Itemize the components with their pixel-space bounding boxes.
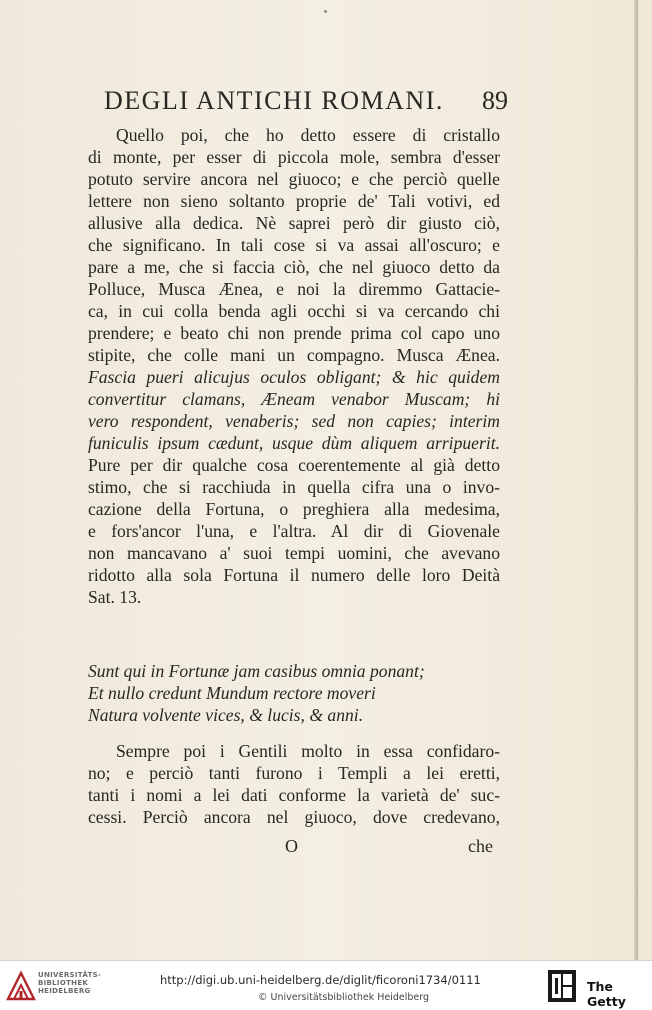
getty-logo-icon[interactable]	[548, 970, 576, 1002]
text-line: Sat. 13.	[88, 587, 142, 607]
verse-quotation	[88, 660, 488, 726]
running-title: DEGLI ANTICHI ROMANI.	[104, 86, 444, 115]
text-line: Quello poi, che ho detto essere di cristallo	[116, 125, 500, 145]
text-line: stipite, che colle mani un compagno. Musca Ænea.	[88, 345, 500, 365]
verse-line: Et nullo credunt Mundum rectore moveri	[88, 683, 376, 703]
text-line: Pure per dir qualche cosa coerentemente al già detto	[88, 455, 500, 475]
text-line: ridotto alla sola Fortuna il numero delle loro Deità	[88, 565, 500, 585]
paper-fleck	[324, 10, 327, 13]
page-binding-edge	[634, 0, 638, 960]
text-line: lettere non sieno soltanto proprie de' Tali votivi, ed	[88, 191, 500, 211]
paragraph-2	[88, 740, 500, 828]
text-line: cessi. Perciò ancora nel giuoco, dove credevano,	[88, 807, 500, 827]
running-header	[104, 86, 508, 122]
text-line: non mancavano a' suoi tempi uomini, che avevano	[88, 543, 500, 563]
text-line: no; e perciò tanti furono i Templi a lei eretti,	[88, 763, 500, 783]
text-line: pare a me, che si faccia ciò, che nel giuoco detto da	[88, 257, 500, 277]
catchword: che	[468, 836, 493, 856]
text-line: tanti i nomi a lei dati conforme la varietà de' suc-	[88, 785, 500, 805]
latin-line: vero respondent, venaberis; sed non capies; interim	[88, 411, 500, 431]
latin-line: funiculis ipsum cædunt, usque dùm aliquem arripuerit.	[88, 433, 500, 453]
text-line: Polluce, Musca Ænea, e noi la diremmo Gattacie-	[88, 279, 500, 299]
university-library-logo-icon[interactable]	[6, 969, 36, 1003]
text-line: che significano. In tali cose si va assai all'oscuro; e	[88, 235, 500, 255]
verse-line: Natura volvente vices, & lucis, & anni.	[88, 705, 364, 725]
verse-line: Sunt qui in Fortunæ jam casibus omnia ponant;	[88, 661, 425, 681]
institution-name: UNIVERSITÄTS- BIBLIOTHEK HEIDELBERG	[38, 971, 102, 995]
text-line: potuto servire ancora nel giuoco; e che perciò quelle	[88, 169, 500, 189]
text-line: di monte, per esser di piccola mole, sembra d'esser	[88, 147, 500, 167]
getty-label[interactable]: The Getty	[587, 979, 626, 1009]
copyright-notice: © Universitätsbibliothek Heidelberg	[258, 992, 430, 1003]
signature-mark: O	[285, 836, 298, 856]
text-line: ca, in cui colla benda agli occhi si va cercando chi	[88, 301, 500, 321]
latin-line: convertitur clamans, Æneam venabor Muscam; hi	[88, 389, 500, 409]
permalink-url[interactable]: http://digi.ub.uni-heidelberg.de/diglit/ficoroni1734/0111	[160, 973, 481, 987]
text-line: prendere; e beato chi non prende prima col capo uno	[88, 323, 500, 343]
paragraph-1	[88, 124, 500, 608]
latin-line: Fascia pueri alicujus oculos obligant; & hic quidem	[88, 367, 500, 387]
text-line: e fors'ancor l'una, e l'altra. Al dir di Giovenale	[88, 521, 500, 541]
viewer-footer	[0, 960, 652, 1010]
text-line: stimo, che si racchiuda in quella cifra una o invo-	[88, 477, 500, 497]
text-line: cazione della Fortuna, o preghiera alla medesima,	[88, 499, 500, 519]
text-line: Sempre poi i Gentili molto in essa confidaro-	[116, 741, 500, 761]
page-number: 89	[482, 86, 508, 115]
text-line: allusive alla dedica. Nè saprei però dir giusto ciò,	[88, 213, 500, 233]
